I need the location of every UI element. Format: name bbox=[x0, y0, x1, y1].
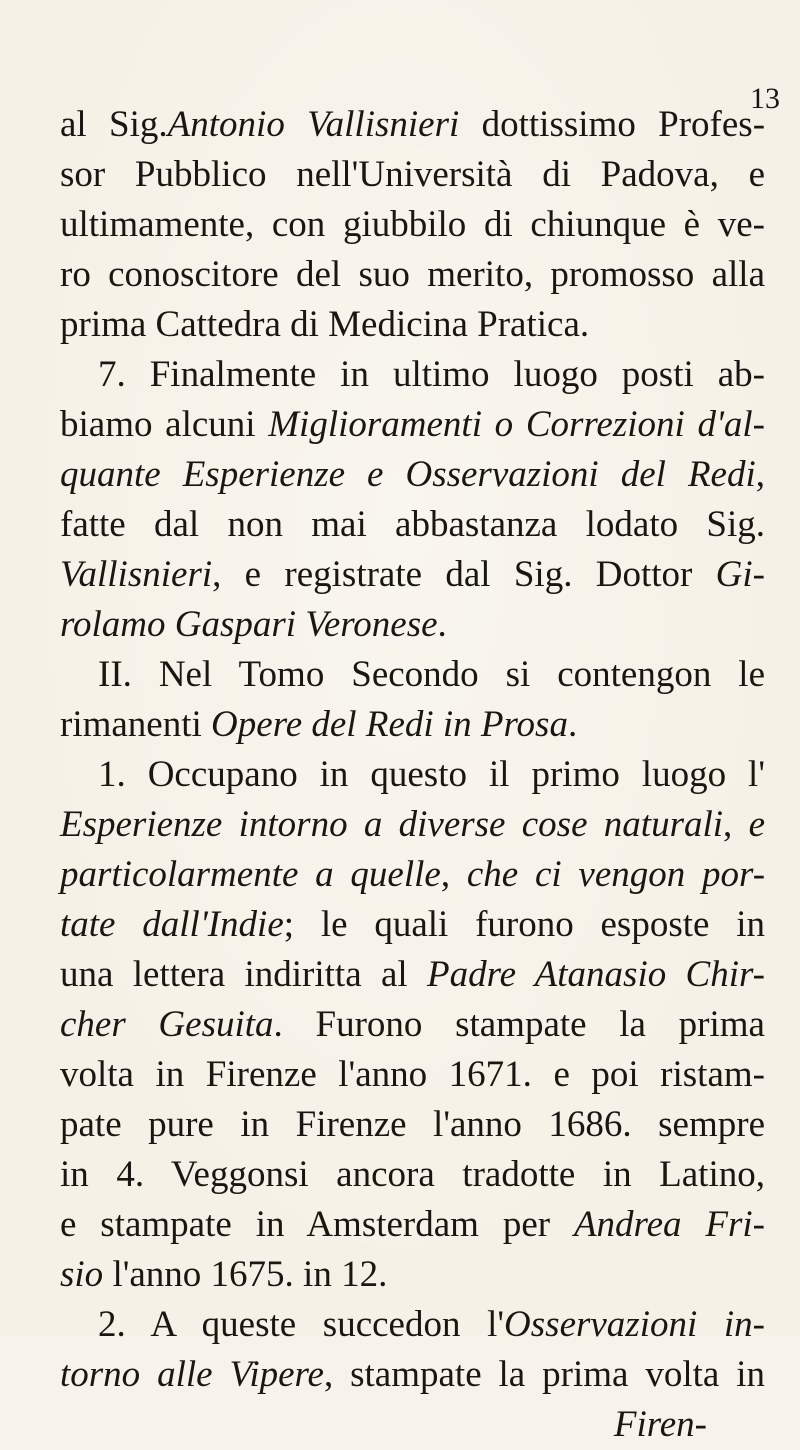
roman-text: 2. A queste succedon l' bbox=[98, 1304, 505, 1345]
text-line bbox=[60, 1250, 765, 1300]
roman-text: rimanenti bbox=[60, 704, 212, 745]
text-line bbox=[60, 950, 765, 1000]
italic-text: e bbox=[748, 804, 765, 845]
italic-text: Opere del Redi in Prosa bbox=[211, 704, 568, 745]
roman-text: . Furono stampate la prima bbox=[273, 1004, 765, 1045]
roman-text: 1. Occupano in questo il primo luogo l' bbox=[98, 754, 765, 795]
roman-text: ro conoscitore del suo merito, promosso alla bbox=[60, 254, 765, 295]
roman-text: ; le quali furono esposte in bbox=[283, 904, 765, 945]
italic-text: tate dall'Indie bbox=[60, 904, 284, 945]
roman-text: una lettera indiritta al bbox=[60, 954, 427, 995]
text-line bbox=[60, 1350, 765, 1400]
text-line bbox=[60, 900, 765, 950]
text-line bbox=[60, 550, 765, 600]
italic-text: del Redi bbox=[620, 454, 756, 495]
italic-text: particolarmente a quelle bbox=[60, 854, 441, 895]
text-line bbox=[60, 350, 765, 400]
text-line bbox=[60, 650, 765, 700]
roman-text: II. Nel Tomo Secondo si contengon le bbox=[98, 654, 765, 695]
roman-text: volta in Firenze l'anno 1671. e poi ristam- bbox=[60, 1054, 765, 1095]
text-line bbox=[60, 1100, 765, 1150]
text-line bbox=[60, 1200, 765, 1250]
text-line bbox=[60, 1300, 765, 1350]
text-line bbox=[60, 750, 765, 800]
roman-text: l'anno 1675. in 12. bbox=[103, 1254, 388, 1295]
italic-text: Padre Atanasio Chir- bbox=[426, 954, 765, 995]
italic-text: Vallisnieri bbox=[60, 554, 213, 595]
text-line bbox=[60, 600, 765, 650]
italic-text: Antonio Vallisnieri bbox=[167, 104, 460, 145]
roman-text: , e registrate dal Sig. Dottor bbox=[212, 554, 716, 595]
roman-text: 7. Finalmente in ultimo luogo posti ab- bbox=[98, 354, 765, 395]
italic-text: torno alle Vipere bbox=[60, 1354, 324, 1395]
text-line bbox=[60, 1050, 765, 1100]
italic-text: quante Esperienze e Osservazioni bbox=[60, 454, 599, 495]
italic-text: Andrea Fri- bbox=[573, 1204, 765, 1245]
text-line bbox=[60, 1150, 765, 1200]
text-line bbox=[60, 700, 765, 750]
roman-text: e stampate in Amsterdam per bbox=[60, 1204, 574, 1245]
roman-text: . bbox=[567, 704, 578, 745]
italic-text: Esperienze intorno a diverse cose naturali bbox=[60, 804, 724, 845]
italic-text: Gi- bbox=[715, 554, 765, 595]
italic-text: Firen- bbox=[613, 1404, 707, 1445]
italic-text: Osservazioni in- bbox=[504, 1304, 765, 1345]
roman-text: biamo alcuni bbox=[60, 404, 269, 445]
text-line bbox=[60, 850, 765, 900]
text-line bbox=[60, 800, 765, 850]
roman-text: in 4. Veggonsi ancora tradotte in Latino, bbox=[60, 1154, 765, 1195]
roman-text: , stampate la prima volta in bbox=[323, 1354, 765, 1395]
text-line bbox=[60, 400, 765, 450]
roman-text: ultimamente, con giubbilo di chiunque è ve- bbox=[60, 204, 765, 245]
italic-text: che ci vengon por- bbox=[466, 854, 766, 895]
roman-text: sor Pubblico nell'Università di Padova, e bbox=[60, 154, 765, 195]
roman-text: al Sig. bbox=[60, 104, 168, 145]
text-line bbox=[60, 200, 765, 250]
italic-text: rolamo Gaspari Veronese bbox=[60, 604, 438, 645]
roman-text: dottissimo Profes- bbox=[459, 104, 766, 145]
text-line bbox=[60, 1000, 765, 1050]
roman-text: , bbox=[723, 804, 749, 845]
roman-text: fatte dal non mai abbastanza lodato Sig. bbox=[60, 504, 765, 545]
roman-text: prima Cattedra di Medicina Pratica. bbox=[60, 304, 590, 345]
roman-text: , bbox=[440, 854, 467, 895]
text-line bbox=[60, 250, 765, 300]
text-line bbox=[60, 450, 765, 500]
italic-text: Miglioramenti o Correzioni d'al- bbox=[268, 404, 766, 445]
roman-text: pate pure in Firenze l'anno 1686. sempre bbox=[60, 1104, 765, 1145]
text-line bbox=[60, 300, 765, 350]
body-text bbox=[60, 100, 765, 1450]
roman-text bbox=[599, 454, 621, 495]
text-line bbox=[60, 150, 765, 200]
text-line bbox=[60, 100, 765, 150]
roman-text: . bbox=[437, 604, 447, 645]
page-number: 13 bbox=[750, 82, 780, 115]
catchword bbox=[60, 1400, 765, 1450]
italic-text: cher Gesuita bbox=[60, 1004, 274, 1045]
text-line bbox=[60, 500, 765, 550]
roman-text: , bbox=[755, 454, 765, 495]
italic-text: sio bbox=[60, 1254, 104, 1295]
